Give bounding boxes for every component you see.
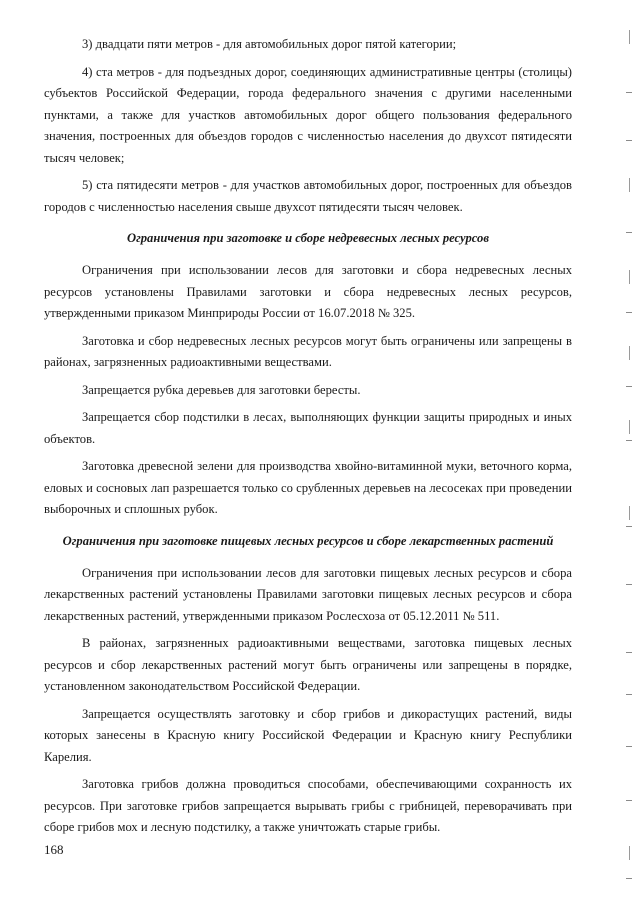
scan-edge-mark [626,312,632,313]
paragraph-litter-collection: Запрещается сбор подстилки в лесах, выполняющих функции защиты природных и иных объектов. [44,410,572,446]
scan-edge-mark [626,440,632,441]
paragraph-mushrooms: Заготовка грибов должна проводиться способами, обеспечивающими сохранность их ресурсов. При заготовке грибов запрещается вырывать грибы с грибницей, переворачивать при сборе грибов мох и лесную подстилку, а также уничтожать старые грибы. [44,777,572,834]
scan-edge-mark [629,420,630,434]
scan-edge-mark [629,178,630,192]
page-number: 168 [44,842,64,857]
scan-edge-mark [626,526,632,527]
scan-edge-mark [626,584,632,585]
scan-edge-mark [626,386,632,387]
paragraph-red-book: Запрещается осуществлять заготовку и сбор грибов и дикорастущих растений, виды которых занесены в Красную книгу Российской Федерации и Красную книгу Республики Карелия. [44,706,572,764]
paragraph-radioactive-food: В районах, загрязненных радиоактивными веществами, заготовка пищевых лесных ресурсов и сбор лекарственных растений могут быть ограничены или запрещены в порядке, установленном законодательством Российской Федерации. [44,636,572,693]
scan-edge-mark [626,800,632,801]
scan-edge-mark [626,652,632,653]
scan-edge-marks [616,0,640,905]
scan-edge-mark [629,30,630,44]
paragraph-road-25m: 3) двадцати пяти метров - для автомобильных дорог пятой категории; [82,37,457,51]
scan-edge-mark [629,346,630,360]
scan-edge-mark [626,92,632,93]
scan-edge-mark [629,506,630,520]
scan-edge-mark [626,140,632,141]
paragraph-greenery-harvest: Заготовка древесной зелени для производства хвойно-витаминной муки, веточного корма, еловых и сосновых лап разрешается только со срубленных деревьев на лесосеках при проведении выборочных и сплошных рубок. [44,459,572,516]
paragraph-food-rules: Ограничения при использовании лесов для заготовки пищевых лесных ресурсов и сбора лекарственных растений установлены Правилами заготовки пищевых лесных ресурсов и сбора лекарственных растений, утвержденными приказом Рослесхоза от 05.12.2011 № 511. [44,565,572,623]
section-heading-food-resources: Ограничения при заготовке пищевых лесных ресурсов и сборе лекарственных растений [62,533,554,548]
paragraph-non-timber-rules: Ограничения при использовании лесов для заготовки и сбора недревесных лесных ресурсов установлены Правилами заготовки и сбора недревесных лесных ресурсов, утвержденными приказом Минприроды России от 16.07.2018 № 325. [44,263,572,320]
paragraph-road-150m: 5) ста пятидесяти метров - для участков автомобильных дорог, построенных для объездов городов с численностью населения свыше двухсот пятидесяти тысяч человек. [44,178,572,214]
scan-edge-mark [626,878,632,879]
paragraph-radioactive-restriction: Заготовка и сбор недревесных лесных ресурсов могут быть ограничены или запрещены в районах, загрязненных радиоактивными веществами. [44,333,572,369]
paragraph-birch-bark: Запрещается рубка деревьев для заготовки бересты. [82,382,361,397]
scan-edge-mark [629,846,630,860]
section-heading-non-timber: Ограничения при заготовке и сборе недревесных лесных ресурсов [127,231,489,245]
scan-edge-mark [626,232,632,233]
document-page [44,34,572,845]
scan-edge-mark [626,746,632,747]
scan-edge-mark [629,270,630,284]
paragraph-road-100m: 4) ста метров - для подъездных дорог, соединяющих административные центры (столицы) субъектов Российской Федерации, города федерального значения с другими населенными пунктами, а также для участков автомобильных дорог общего пользования федерального значения, построенных для объездов городов с численностью населения до двухсот пятидесяти тысяч человек; [44,64,572,165]
scan-edge-mark [626,694,632,695]
